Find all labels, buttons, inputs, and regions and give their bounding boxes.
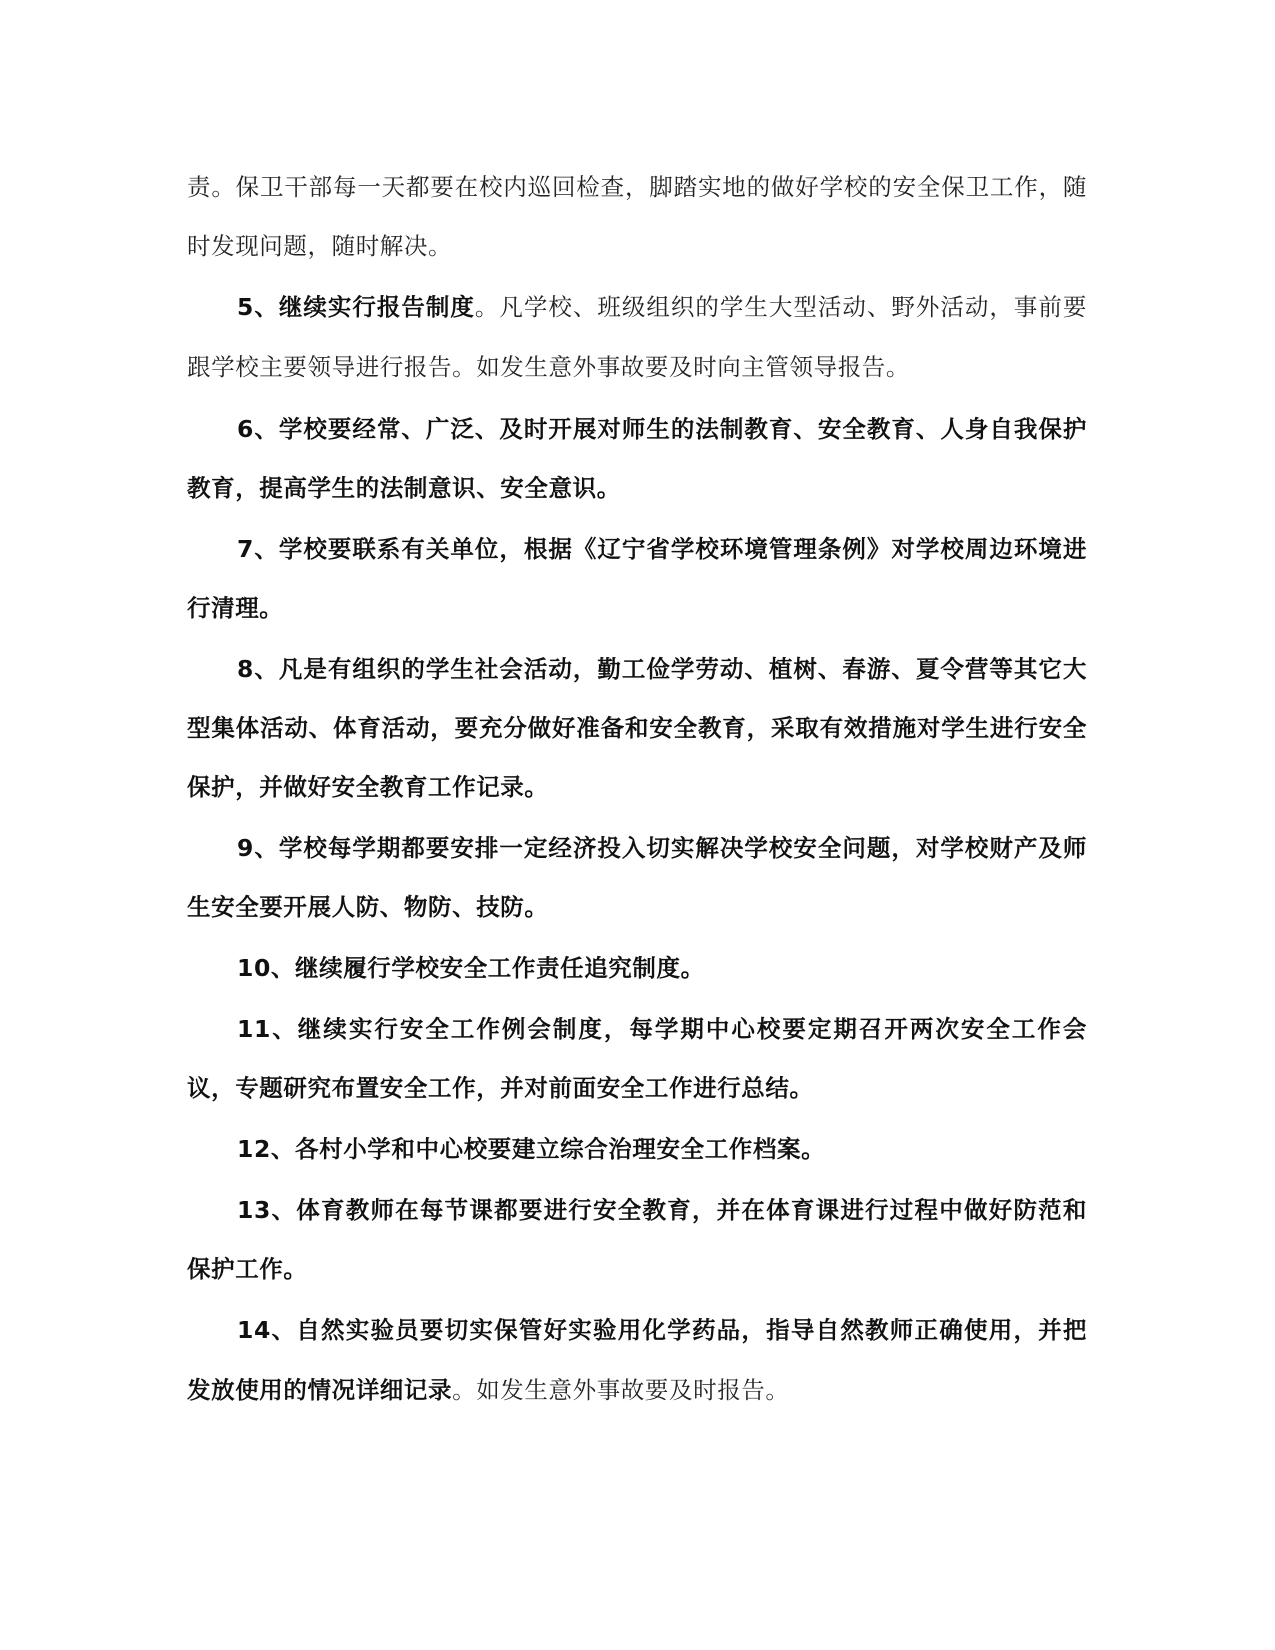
paragraph-12: [187, 1120, 1087, 1179]
paragraph-heading: 5、继续实行报告制度: [237, 293, 475, 321]
paragraph-11: [187, 1000, 1087, 1118]
paragraph-text: 10、继续履行学校安全工作责任追究制度。: [237, 954, 705, 982]
paragraph-text: 6、学校要经常、广泛、及时开展对师生的法制教育、安全教育、人身自我保护教育，提高学生的法制意识、安全意识。: [187, 415, 1087, 502]
paragraph-text: 责。保卫干部每一天都要在校内巡回检查，脚踏实地的做好学校的安全保卫工作，随时发现问题，随时解决。: [187, 173, 1087, 260]
paragraph-5: [187, 278, 1087, 398]
paragraph-text: 11、继续实行安全工作例会制度，每学期中心校要定期召开两次安全工作会议，专题研究布置安全工作，并对前面安全工作进行总结。: [187, 1015, 1087, 1102]
paragraph-8: [187, 640, 1087, 817]
paragraph-13: [187, 1181, 1087, 1299]
paragraph-10: [187, 939, 1087, 998]
paragraph-14: [187, 1301, 1087, 1421]
paragraph-text: 12、各村小学和中心校要建立综合治理安全工作档案。: [237, 1135, 826, 1163]
paragraph-heading: 14、自然实验员要切实保管好实验用化学药品，指导自然教师正确使用，并把发放使用的情况详细记录: [187, 1316, 1087, 1404]
document-body: [187, 158, 1087, 1423]
paragraph-6: [187, 400, 1087, 518]
paragraph-text: 8、凡是有组织的学生社会活动，勤工俭学劳动、植树、春游、夏令营等其它大型集体活动、体育活动，要充分做好准备和安全教育，采取有效措施对学生进行安全保护，并做好安全教育工作记录。: [187, 655, 1087, 801]
paragraph-text: 。如发生意外事故要及时报告。: [452, 1376, 790, 1404]
paragraph-9: [187, 819, 1087, 937]
paragraph-text: 13、体育教师在每节课都要进行安全教育，并在体育课进行过程中做好防范和保护工作。: [187, 1196, 1087, 1283]
paragraph-7: [187, 520, 1087, 638]
paragraph-text: 7、学校要联系有关单位，根据《辽宁省学校环境管理条例》对学校周边环境进行清理。: [187, 535, 1087, 622]
paragraph-text: 9、学校每学期都要安排一定经济投入切实解决学校安全问题，对学校财产及师生安全要开展人防、物防、技防。: [187, 834, 1087, 921]
paragraph-continued: [187, 158, 1087, 276]
paragraph-text: 。凡学校、班级组织的学生大型活动、野外活动，事前要跟学校主要领导进行报告。如发生意外事故要及时向主管领导报告。: [187, 293, 1088, 381]
